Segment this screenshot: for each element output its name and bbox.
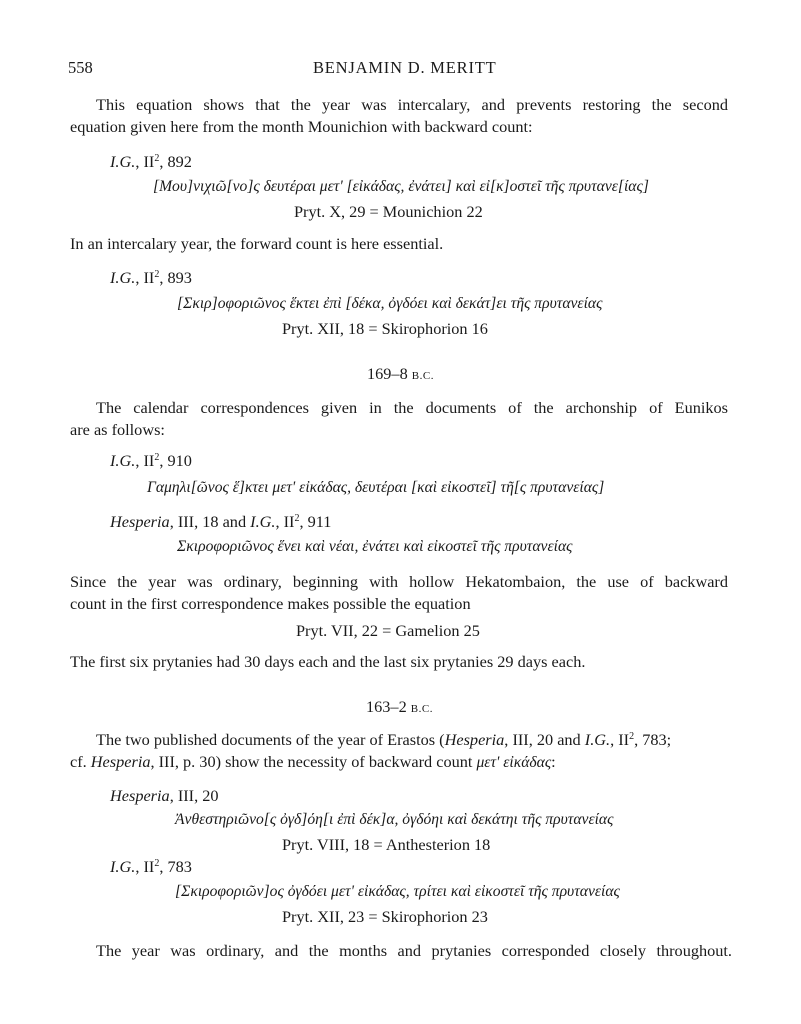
paragraph-3-line-1: The calendar correspondences given in the documents of the archonship of Eunikos bbox=[96, 398, 728, 417]
paragraph-1-line-1: This equation shows that the year was intercalary, and prevents restoring the second bbox=[96, 95, 728, 114]
inscription-reference-hesperia-20: Hesperia, III, 20 bbox=[110, 786, 219, 805]
greek-text-910: Γαμηλι[ῶνος ἕ]κτει μετ' εἰκάδας, δευτέραι [καὶ εἰκοστεῖ] τῆ[ς πρυτανείας] bbox=[147, 479, 605, 496]
equation-893: Pryt. XII, 18 = Skirophorion 16 bbox=[282, 319, 488, 338]
page-number: 558 bbox=[68, 58, 93, 77]
running-head-author: BENJAMIN D. MERITT bbox=[313, 58, 497, 77]
paragraph-6-line-2: cf. Hesperia, III, p. 30) show the necessity of backward count μετ' εἰκάδας: bbox=[70, 752, 556, 771]
equation-skirophorion-23: Pryt. XII, 23 = Skirophorion 23 bbox=[282, 907, 488, 926]
paragraph-1-line-2: equation given here from the month Mounichion with backward count: bbox=[70, 117, 533, 136]
paragraph-4-line-1: Since the year was ordinary, beginning with hollow Hekatombaion, the use of backward bbox=[70, 572, 728, 591]
greek-text-hesperia-20: Ἀνθεστηριῶνο[ς ὀγδ]όη[ι ἐπὶ δέκ]α, ὀγδόηι καὶ δεκάτηι τῆς πρυτανείας bbox=[175, 811, 614, 828]
inscription-reference-910: I.G., $II^2$, 910 bbox=[110, 451, 192, 470]
section-heading-163-2: 163–2 B.C. bbox=[366, 697, 433, 716]
paragraph-7: The year was ordinary, and the months and prytanies corresponded closely throughout. bbox=[96, 941, 732, 960]
paragraph-6-line-1: The two published documents of the year of Erastos (Hesperia, III, 20 and I.G., $II^2$, 783; bbox=[96, 730, 672, 749]
paragraph-5: The first six prytanies had 30 days each and the last six prytanies 29 days each. bbox=[70, 652, 586, 671]
paragraph-4-line-2: count in the first correspondence makes possible the equation bbox=[70, 594, 471, 613]
inscription-reference-892: I.G., $II^2$, 892 bbox=[110, 152, 192, 171]
inscription-reference-783: I.G., $II^2$, 783 bbox=[110, 857, 192, 876]
inscription-reference-911: Hesperia, III, 18 and I.G., $II^2$, 911 bbox=[110, 512, 332, 531]
greek-text-892: [Μου]νιχιῶ[νο]ς δευτέραι μετ' [εἰκάδας, ἐνάτει] καὶ εἰ[κ]οστεῖ τῆς πρυτανε[ίας] bbox=[153, 178, 649, 195]
inscription-reference-893: I.G., $II^2$, 893 bbox=[110, 268, 192, 287]
paragraph-2: In an intercalary year, the forward count is here essential. bbox=[70, 234, 444, 253]
greek-text-911: Σκιροφοριῶνος ἕνει καὶ νέαι, ἐνάτει καὶ εἰκοστεῖ τῆς πρυτανείας bbox=[177, 538, 573, 555]
greek-text-893: [Σκιρ]οφοριῶνος ἕκτει ἐπὶ [δέκα, ὀγδόει καὶ δεκάτ]ει τῆς πρυτανείας bbox=[177, 295, 603, 312]
equation-anthesterion: Pryt. VIII, 18 = Anthesterion 18 bbox=[282, 835, 491, 854]
paragraph-3-line-2: are as follows: bbox=[70, 420, 165, 439]
greek-text-783: [Σκιροφοριῶν]ος ὀγδόει μετ' εἰκάδας, τρίτει καὶ εἰκοστεῖ τῆς πρυτανείας bbox=[175, 883, 620, 900]
equation-gamelion: Pryt. VII, 22 = Gamelion 25 bbox=[296, 621, 480, 640]
equation-892: Pryt. X, 29 = Mounichion 22 bbox=[294, 202, 483, 221]
section-heading-169-8: 169–8 B.C. bbox=[367, 364, 434, 383]
